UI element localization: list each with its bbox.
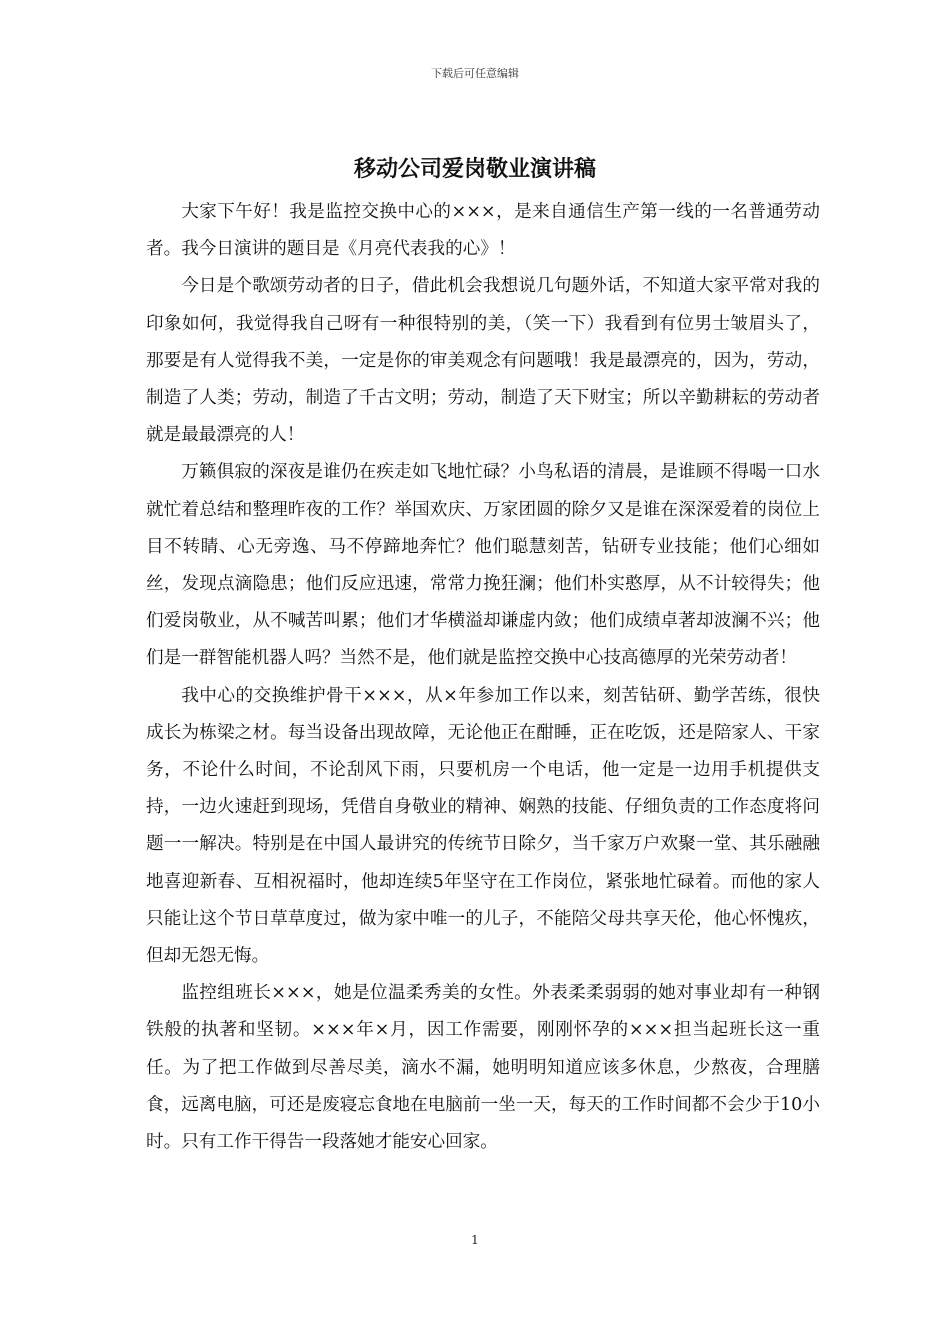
document-title: 移动公司爱岗敬业演讲稿 (353, 157, 596, 182)
page-number: 1 (471, 1233, 479, 1247)
document-body (146, 194, 820, 1161)
paragraph-2: 今日是个歌颂劳动者的日子，借此机会我想说几句题外话，不知道大家平常对我的印象如何，我觉得我自己呀有一种很特别的美，（笑一下）我看到有位男士皱眉头了，那要是有人觉得我不美，一定是你的审美观念有问题哦！我是最漂亮的，因为，劳动，制造了人类；劳动，制造了千古文明；劳动，制造了天下财宝；所以辛勤耕耘的劳动者就是最最漂亮的人！ (146, 276, 820, 446)
paragraph-4: 我中心的交换维护骨干×××，从×年参加工作以来，刻苦钻研、勤学苦练，很快成长为栋梁之材。每当设备出现故障，无论他正在酣睡，正在吃饭，还是陪家人、干家务，不论什么时间，不论刮风下雨，只要机房一个电话，他一定是一边用手机提供支持，一边火速赶到现场，凭借自身敬业的精神、娴熟的技能、仔细负责的工作态度将问题一一解决。特别是在中国人最讲究的传统节日除夕，当千家万户欢聚一堂、其乐融融地喜迎新春、互相祝福时，他却连续5年坚守在工作岗位，紧张地忙碌着。而他的家人只能让这个节日草草度过，做为家中唯一的儿子，不能陪父母共享天伦，他心怀愧疚，但却无怨无悔。 (146, 685, 820, 967)
header-note: 下载后可任意编辑 (431, 67, 519, 80)
paragraph-3: 万籁俱寂的深夜是谁仍在疾走如飞地忙碌？小鸟私语的清晨，是谁顾不得喝一口水就忙着总结和整理昨夜的工作？举国欢庆、万家团圆的除夕又是谁在深深爱着的岗位上目不转睛、心无旁逸、马不停蹄地奔忙？他们聪慧刻苦，钻研专业技能；他们心细如丝，发现点滴隐患；他们反应迅速，常常力挽狂澜；他们朴实憨厚，从不计较得失；他们爱岗敬业，从不喊苦叫累；他们才华横溢却谦虚内敛；他们成绩卓著却波澜不兴；他们是一群智能机器人吗？当然不是，他们就是监控交换中心技高德厚的光荣劳动者！ (146, 462, 820, 669)
paragraph-5: 监控组班长×××，她是位温柔秀美的女性。外表柔柔弱弱的她对事业却有一种钢铁般的执著和坚韧。×××年×月，因工作需要，刚刚怀孕的×××担当起班长这一重任。为了把工作做到尽善尽美，滴水不漏，她明明知道应该多休息，少熬夜，合理膳食，远离电脑，可还是废寝忘食地在电脑前一坐一天，每天的工作时间都不会少于10小时。只有工作干得告一段落她才能安心回家。 (146, 983, 820, 1153)
paragraph-1: 大家下午好！我是监控交换中心的×××，是来自通信生产第一线的一名普通劳动者。我今日演讲的题目是《月亮代表我的心》！ (146, 202, 820, 260)
